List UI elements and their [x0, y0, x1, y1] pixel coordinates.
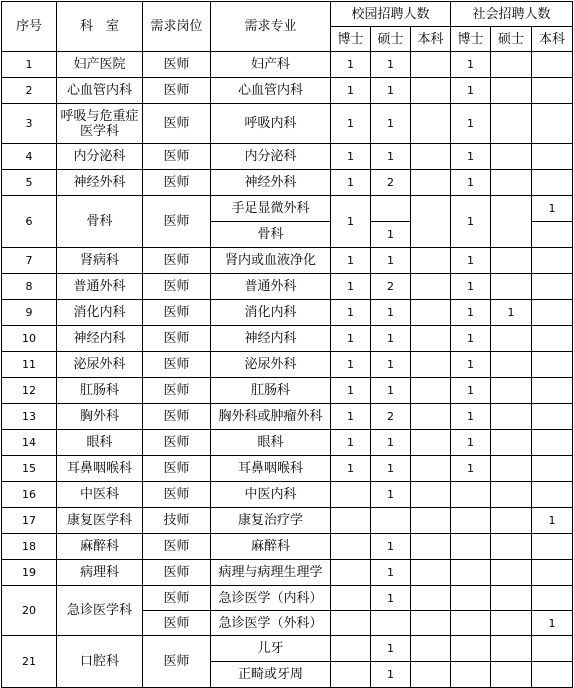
- campus-master-cell: 2: [371, 274, 411, 300]
- seq-cell: 10: [2, 326, 57, 352]
- header-row-1: [2, 2, 573, 27]
- dept-cell: 麻醉科: [57, 534, 143, 560]
- seq-cell: 7: [2, 248, 57, 274]
- campus-bachelor-cell: [411, 430, 451, 456]
- campus-doctor-cell: 1: [331, 144, 371, 170]
- social-bachelor-cell: [532, 560, 573, 586]
- campus-bachelor-cell: [411, 662, 451, 688]
- table-row: [2, 248, 573, 274]
- campus-bachelor-cell: [411, 482, 451, 508]
- header-social-doctor: 博士: [451, 27, 491, 52]
- campus-master-cell: 1: [371, 78, 411, 104]
- campus-bachelor-cell: [411, 636, 451, 662]
- social-master-cell: [491, 611, 532, 636]
- dept-cell: 康复医学科: [57, 508, 143, 534]
- position-cell: 医师: [143, 430, 211, 456]
- header-campus-doctor: 博士: [331, 27, 371, 52]
- dept-cell: 肛肠科: [57, 378, 143, 404]
- campus-doctor-cell: 1: [331, 456, 371, 482]
- table-row: [2, 52, 573, 78]
- table-row: [2, 508, 573, 534]
- campus-master-cell: 1: [371, 456, 411, 482]
- seq-cell: 15: [2, 456, 57, 482]
- table-row: [2, 378, 573, 404]
- dept-cell: 心血管内科: [57, 78, 143, 104]
- campus-master-cell: 1: [371, 326, 411, 352]
- seq-cell: 9: [2, 300, 57, 326]
- social-bachelor-cell: [532, 352, 573, 378]
- campus-bachelor-cell: [411, 300, 451, 326]
- campus-doctor-cell: 1: [331, 52, 371, 78]
- table-row: [2, 274, 573, 300]
- campus-doctor-cell: [331, 482, 371, 508]
- campus-master-cell: 1: [371, 144, 411, 170]
- social-bachelor-cell: [532, 170, 573, 196]
- campus-master-cell: 2: [371, 404, 411, 430]
- specialty-cell: 普通外科: [211, 274, 331, 300]
- specialty-cell: 正畸或牙周: [211, 662, 331, 688]
- seq-cell: 6: [2, 196, 57, 248]
- campus-bachelor-cell: [411, 352, 451, 378]
- campus-master-cell: [371, 611, 411, 636]
- specialty-cell: 康复治疗学: [211, 508, 331, 534]
- dept-cell: 骨科: [57, 196, 143, 248]
- campus-bachelor-cell: [411, 586, 451, 611]
- social-master-cell: [491, 378, 532, 404]
- header-seq: 序号: [2, 2, 57, 52]
- seq-cell: 2: [2, 78, 57, 104]
- specialty-cell: 妇产科: [211, 52, 331, 78]
- table-row: [2, 104, 573, 144]
- social-master-cell: 1: [491, 300, 532, 326]
- dept-cell: 神经外科: [57, 170, 143, 196]
- campus-bachelor-cell: [411, 534, 451, 560]
- campus-doctor-cell: 1: [331, 404, 371, 430]
- campus-doctor-cell: 1: [331, 170, 371, 196]
- position-cell: 医师: [143, 300, 211, 326]
- specialty-cell: 肛肠科: [211, 378, 331, 404]
- campus-master-cell: 1: [371, 378, 411, 404]
- social-master-cell: [491, 404, 532, 430]
- social-master-cell: [491, 430, 532, 456]
- header-social: 社会招聘人数: [451, 2, 573, 27]
- campus-master-cell: 1: [371, 586, 411, 611]
- campus-master-cell: [371, 508, 411, 534]
- social-bachelor-cell: [532, 482, 573, 508]
- social-master-cell: [491, 636, 532, 662]
- seq-cell: 16: [2, 482, 57, 508]
- seq-cell: 3: [2, 104, 57, 144]
- position-cell: 医师: [143, 636, 211, 688]
- seq-cell: 19: [2, 560, 57, 586]
- dept-cell: 泌尿外科: [57, 352, 143, 378]
- position-cell: 医师: [143, 248, 211, 274]
- position-cell: 医师: [143, 482, 211, 508]
- social-master-cell: [491, 352, 532, 378]
- social-doctor-cell: 1: [451, 352, 491, 378]
- table-row: [2, 196, 573, 222]
- seq-cell: 8: [2, 274, 57, 300]
- campus-master-cell: [371, 196, 411, 222]
- table-row: [2, 586, 573, 611]
- dept-cell: 内分泌科: [57, 144, 143, 170]
- table-row: [2, 352, 573, 378]
- social-bachelor-cell: 1: [532, 196, 573, 222]
- specialty-cell: 神经内科: [211, 326, 331, 352]
- social-master-cell: [491, 248, 532, 274]
- campus-doctor-cell: 1: [331, 352, 371, 378]
- dept-cell: 病理科: [57, 560, 143, 586]
- position-cell: 医师: [143, 78, 211, 104]
- campus-master-cell: 1: [371, 352, 411, 378]
- social-bachelor-cell: [532, 300, 573, 326]
- campus-bachelor-cell: [411, 196, 451, 248]
- campus-doctor-cell: [331, 560, 371, 586]
- social-doctor-cell: [451, 482, 491, 508]
- social-bachelor-cell: [532, 378, 573, 404]
- social-master-cell: [491, 170, 532, 196]
- social-doctor-cell: [451, 586, 491, 611]
- specialty-cell: 呼吸内科: [211, 104, 331, 144]
- campus-doctor-cell: 1: [331, 300, 371, 326]
- campus-bachelor-cell: [411, 78, 451, 104]
- social-doctor-cell: [451, 636, 491, 662]
- position-cell: 医师: [143, 560, 211, 586]
- seq-cell: 18: [2, 534, 57, 560]
- table-row: [2, 636, 573, 662]
- table-row: [2, 430, 573, 456]
- position-cell: 医师: [143, 144, 211, 170]
- social-master-cell: [491, 144, 532, 170]
- dept-cell: 妇产医院: [57, 52, 143, 78]
- campus-master-cell: 1: [371, 430, 411, 456]
- dept-cell: 眼科: [57, 430, 143, 456]
- seq-cell: 5: [2, 170, 57, 196]
- specialty-cell: 中医内科: [211, 482, 331, 508]
- campus-bachelor-cell: [411, 326, 451, 352]
- social-bachelor-cell: [532, 430, 573, 456]
- social-master-cell: [491, 534, 532, 560]
- campus-doctor-cell: 1: [331, 378, 371, 404]
- specialty-cell: 急诊医学（内科）: [211, 586, 331, 611]
- seq-cell: 1: [2, 52, 57, 78]
- social-master-cell: [491, 508, 532, 534]
- dept-cell: 呼吸与危重症医学科: [57, 104, 143, 144]
- position-cell: 医师: [143, 456, 211, 482]
- social-master-cell: [491, 274, 532, 300]
- recruitment-table: [1, 1, 573, 688]
- seq-cell: 20: [2, 586, 57, 636]
- social-doctor-cell: [451, 534, 491, 560]
- social-bachelor-cell: [532, 274, 573, 300]
- seq-cell: 14: [2, 430, 57, 456]
- table-row: [2, 144, 573, 170]
- social-master-cell: [491, 456, 532, 482]
- social-doctor-cell: [451, 611, 491, 636]
- table-row: [2, 560, 573, 586]
- social-bachelor-cell: [532, 144, 573, 170]
- campus-master-cell: 1: [371, 534, 411, 560]
- social-bachelor-cell: [532, 636, 573, 662]
- social-doctor-cell: 1: [451, 78, 491, 104]
- campus-doctor-cell: [331, 662, 371, 688]
- campus-doctor-cell: [331, 611, 371, 636]
- header-position: 需求岗位: [143, 2, 211, 52]
- campus-doctor-cell: 1: [331, 274, 371, 300]
- header-campus-master: 硕士: [371, 27, 411, 52]
- social-master-cell: [491, 662, 532, 688]
- header-campus: 校园招聘人数: [331, 2, 451, 27]
- table-row: [2, 78, 573, 104]
- campus-bachelor-cell: [411, 404, 451, 430]
- table-row: [2, 404, 573, 430]
- social-bachelor-cell: 1: [532, 508, 573, 534]
- social-doctor-cell: 1: [451, 144, 491, 170]
- social-bachelor-cell: [532, 248, 573, 274]
- campus-doctor-cell: [331, 586, 371, 611]
- specialty-cell: 泌尿外科: [211, 352, 331, 378]
- campus-doctor-cell: [331, 534, 371, 560]
- position-cell: 医师: [143, 586, 211, 611]
- campus-master-cell: 1: [371, 104, 411, 144]
- dept-cell: 急诊医学科: [57, 586, 143, 636]
- specialty-cell: 急诊医学（外科）: [211, 611, 331, 636]
- social-master-cell: [491, 196, 532, 248]
- social-master-cell: [491, 586, 532, 611]
- social-bachelor-cell: [532, 78, 573, 104]
- social-doctor-cell: [451, 560, 491, 586]
- dept-cell: 胸外科: [57, 404, 143, 430]
- social-doctor-cell: 1: [451, 196, 491, 248]
- campus-bachelor-cell: [411, 104, 451, 144]
- position-cell: 医师: [143, 170, 211, 196]
- campus-bachelor-cell: [411, 274, 451, 300]
- social-bachelor-cell: [532, 586, 573, 611]
- campus-master-cell: 1: [371, 222, 411, 248]
- position-cell: 医师: [143, 352, 211, 378]
- specialty-cell: 手足显微外科: [211, 196, 331, 222]
- social-master-cell: [491, 52, 532, 78]
- campus-bachelor-cell: [411, 170, 451, 196]
- social-bachelor-cell: [532, 326, 573, 352]
- social-doctor-cell: 1: [451, 300, 491, 326]
- position-cell: 医师: [143, 104, 211, 144]
- position-cell: 医师: [143, 326, 211, 352]
- social-bachelor-cell: [532, 222, 573, 248]
- campus-bachelor-cell: [411, 560, 451, 586]
- campus-bachelor-cell: [411, 378, 451, 404]
- position-cell: 技师: [143, 508, 211, 534]
- social-master-cell: [491, 482, 532, 508]
- position-cell: 医师: [143, 52, 211, 78]
- specialty-cell: 骨科: [211, 222, 331, 248]
- dept-cell: 神经内科: [57, 326, 143, 352]
- social-master-cell: [491, 104, 532, 144]
- specialty-cell: 内分泌科: [211, 144, 331, 170]
- social-master-cell: [491, 326, 532, 352]
- campus-master-cell: 2: [371, 170, 411, 196]
- social-doctor-cell: 1: [451, 52, 491, 78]
- specialty-cell: 神经外科: [211, 170, 331, 196]
- table-row: [2, 326, 573, 352]
- social-doctor-cell: 1: [451, 326, 491, 352]
- specialty-cell: 麻醉科: [211, 534, 331, 560]
- table-row: [2, 482, 573, 508]
- seq-cell: 11: [2, 352, 57, 378]
- table-row: [2, 300, 573, 326]
- header-specialty: 需求专业: [211, 2, 331, 52]
- specialty-cell: 耳鼻咽喉科: [211, 456, 331, 482]
- specialty-cell: 病理与病理生理学: [211, 560, 331, 586]
- social-doctor-cell: [451, 508, 491, 534]
- social-bachelor-cell: [532, 534, 573, 560]
- social-doctor-cell: 1: [451, 104, 491, 144]
- social-doctor-cell: 1: [451, 170, 491, 196]
- campus-master-cell: 1: [371, 248, 411, 274]
- campus-doctor-cell: 1: [331, 430, 371, 456]
- specialty-cell: 心血管内科: [211, 78, 331, 104]
- dept-cell: 中医科: [57, 482, 143, 508]
- specialty-cell: 消化内科: [211, 300, 331, 326]
- seq-cell: 13: [2, 404, 57, 430]
- campus-doctor-cell: 1: [331, 196, 371, 248]
- header-social-master: 硕士: [491, 27, 532, 52]
- table-row: [2, 170, 573, 196]
- campus-master-cell: 1: [371, 636, 411, 662]
- position-cell: 医师: [143, 404, 211, 430]
- social-bachelor-cell: [532, 662, 573, 688]
- social-bachelor-cell: [532, 104, 573, 144]
- campus-bachelor-cell: [411, 456, 451, 482]
- social-bachelor-cell: [532, 404, 573, 430]
- specialty-cell: 肾内或血液净化: [211, 248, 331, 274]
- campus-master-cell: 1: [371, 662, 411, 688]
- campus-bachelor-cell: [411, 508, 451, 534]
- campus-doctor-cell: [331, 636, 371, 662]
- campus-master-cell: 1: [371, 300, 411, 326]
- social-bachelor-cell: 1: [532, 611, 573, 636]
- campus-doctor-cell: [331, 508, 371, 534]
- social-master-cell: [491, 560, 532, 586]
- campus-bachelor-cell: [411, 248, 451, 274]
- social-doctor-cell: [451, 662, 491, 688]
- specialty-cell: 儿牙: [211, 636, 331, 662]
- campus-master-cell: 1: [371, 52, 411, 78]
- social-master-cell: [491, 78, 532, 104]
- social-doctor-cell: 1: [451, 378, 491, 404]
- social-bachelor-cell: [532, 456, 573, 482]
- table-row: [2, 534, 573, 560]
- campus-master-cell: 1: [371, 560, 411, 586]
- campus-bachelor-cell: [411, 52, 451, 78]
- social-doctor-cell: 1: [451, 274, 491, 300]
- campus-doctor-cell: 1: [331, 104, 371, 144]
- position-cell: 医师: [143, 611, 211, 636]
- social-doctor-cell: 1: [451, 456, 491, 482]
- header-campus-bachelor: 本科: [411, 27, 451, 52]
- specialty-cell: 胸外科或肿瘤外科: [211, 404, 331, 430]
- campus-doctor-cell: 1: [331, 326, 371, 352]
- header-social-bachelor: 本科: [532, 27, 573, 52]
- dept-cell: 消化内科: [57, 300, 143, 326]
- dept-cell: 普通外科: [57, 274, 143, 300]
- campus-bachelor-cell: [411, 144, 451, 170]
- campus-master-cell: 1: [371, 482, 411, 508]
- seq-cell: 12: [2, 378, 57, 404]
- position-cell: 医师: [143, 534, 211, 560]
- dept-cell: 耳鼻咽喉科: [57, 456, 143, 482]
- position-cell: 医师: [143, 196, 211, 248]
- social-doctor-cell: 1: [451, 404, 491, 430]
- position-cell: 医师: [143, 274, 211, 300]
- social-doctor-cell: 1: [451, 430, 491, 456]
- header-dept: 科 室: [57, 2, 143, 52]
- dept-cell: 口腔科: [57, 636, 143, 688]
- specialty-cell: 眼科: [211, 430, 331, 456]
- campus-doctor-cell: 1: [331, 248, 371, 274]
- campus-bachelor-cell: [411, 611, 451, 636]
- campus-doctor-cell: 1: [331, 78, 371, 104]
- seq-cell: 21: [2, 636, 57, 688]
- position-cell: 医师: [143, 378, 211, 404]
- dept-cell: 肾病科: [57, 248, 143, 274]
- seq-cell: 4: [2, 144, 57, 170]
- social-doctor-cell: 1: [451, 248, 491, 274]
- table-row: [2, 456, 573, 482]
- seq-cell: 17: [2, 508, 57, 534]
- social-bachelor-cell: [532, 52, 573, 78]
